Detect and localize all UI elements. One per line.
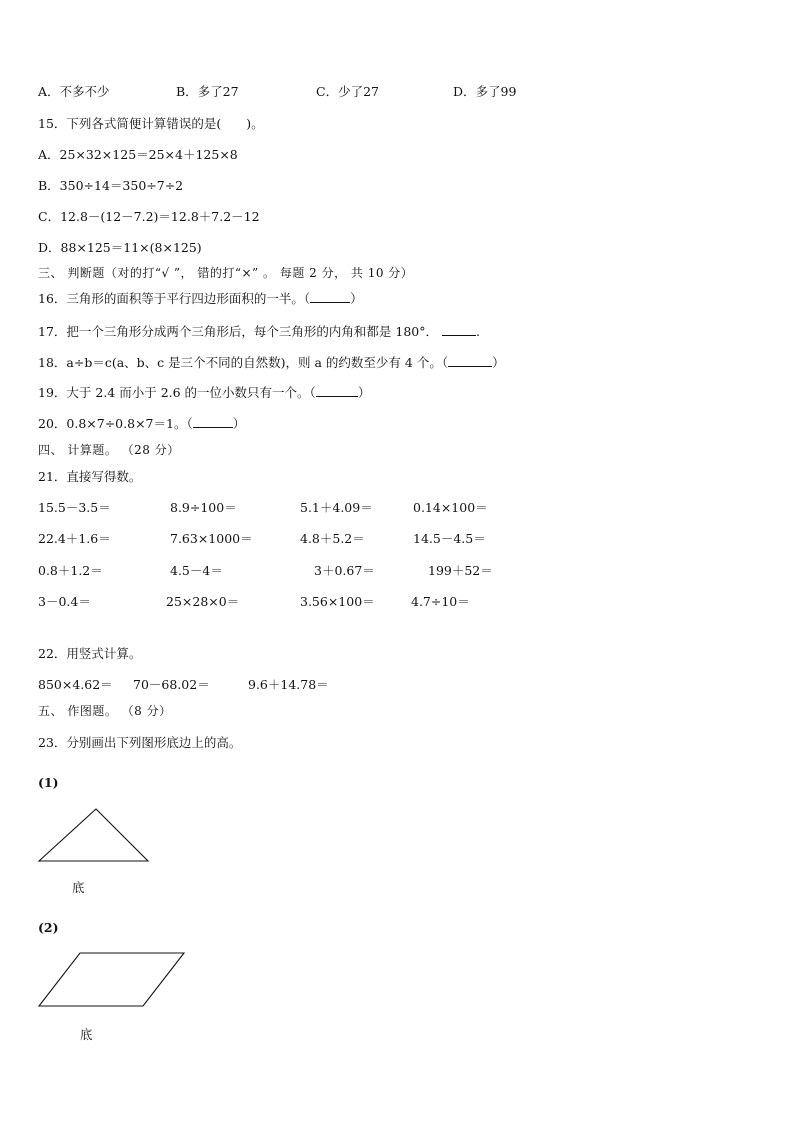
q19-answer-blank[interactable] bbox=[316, 385, 358, 397]
q20-close: ） bbox=[232, 416, 246, 431]
q15-option-d: D．88×125＝11×(8×125) bbox=[38, 240, 202, 255]
section-5-title: 五、 作图题。 （8 分） bbox=[38, 704, 172, 718]
q16-close: ） bbox=[350, 291, 363, 306]
q21-r2-c4: 14.5－4.5＝ bbox=[413, 531, 486, 546]
q21-r2-c1: 22.4＋1.6＝ bbox=[38, 531, 111, 546]
section-4-title: 四、 计算题。 （28 分） bbox=[38, 443, 180, 457]
figure-1-label: (1) bbox=[38, 775, 59, 790]
q17-close: . bbox=[475, 324, 480, 339]
section-3-title: 三、 判断题（对的打“√ ”， 错的打“×” 。 每题 2 分， 共 10 分） bbox=[38, 266, 414, 280]
q19-close: ） bbox=[357, 385, 371, 400]
q21-r4-c4: 4.7÷10＝ bbox=[411, 594, 470, 609]
figure-2-label: (2) bbox=[38, 920, 59, 935]
q16-text: 16．三角形的面积等于平行四边形面积的一半。（ bbox=[38, 291, 311, 306]
q20 bbox=[38, 416, 245, 432]
q21-r3-c4: 199＋52＝ bbox=[428, 563, 493, 578]
q17-text: 17．把一个三角形分成两个三角形后，每个三角形的内角和都是 180°． bbox=[38, 324, 438, 339]
q14-option-a: A．不多不少 bbox=[38, 84, 110, 99]
parallelogram-figure bbox=[36, 950, 188, 1010]
q19 bbox=[38, 385, 370, 401]
q21-r4-c3: 3.56×100＝ bbox=[300, 594, 375, 609]
q22-item-3: 9.6＋14.78＝ bbox=[248, 677, 329, 692]
q15-option-b: B．350÷14＝350÷7÷2 bbox=[38, 178, 184, 193]
q21-r1-c4: 0.14×100＝ bbox=[413, 500, 488, 515]
q14-option-b: B．多了27 bbox=[176, 84, 239, 99]
q21-r4-c2: 25×28×0＝ bbox=[166, 594, 240, 609]
q23-stem: 23．分别画出下列图形底边上的高。 bbox=[38, 735, 242, 750]
q17 bbox=[38, 324, 480, 340]
q22-stem: 22．用竖式计算。 bbox=[38, 646, 142, 661]
q14-option-c: C．少了27 bbox=[316, 84, 379, 99]
q14-option-d: D．多了99 bbox=[453, 84, 517, 99]
q21-stem: 21．直接写得数。 bbox=[38, 469, 142, 484]
figure-1-base-label: 底 bbox=[72, 880, 85, 895]
q21-r3-c2: 4.5－4＝ bbox=[170, 563, 223, 578]
q18-text: 18．a÷b＝c(a、b、c 是三个不同的自然数)，则 a 的约数至少有 4 个。（ bbox=[38, 355, 449, 370]
q21-r2-c3: 4.8＋5.2＝ bbox=[300, 531, 365, 546]
triangle-figure bbox=[36, 805, 152, 865]
q21-r3-c3: 3＋0.67＝ bbox=[314, 563, 375, 578]
q15-option-c: C．12.8－(12－7.2)＝12.8＋7.2－12 bbox=[38, 209, 260, 224]
q16-answer-blank[interactable] bbox=[310, 291, 350, 303]
figure-2-base-label: 底 bbox=[80, 1027, 93, 1042]
q21-r2-c2: 7.63×1000＝ bbox=[170, 531, 253, 546]
q16 bbox=[38, 291, 363, 307]
q22-item-2: 70－68.02＝ bbox=[133, 677, 210, 692]
q21-r1-c1: 15.5－3.5＝ bbox=[38, 500, 111, 515]
q21-r1-c2: 8.9÷100＝ bbox=[170, 500, 237, 515]
q17-answer-blank[interactable] bbox=[442, 324, 476, 336]
q19-text: 19．大于 2.4 而小于 2.6 的一位小数只有一个。（ bbox=[38, 385, 316, 400]
q18-answer-blank[interactable] bbox=[448, 355, 492, 367]
q20-answer-blank[interactable] bbox=[193, 416, 233, 428]
q15-option-a: A．25×32×125＝25×4＋125×8 bbox=[38, 147, 238, 162]
q18-close: ） bbox=[492, 355, 505, 370]
q21-r4-c1: 3－0.4＝ bbox=[38, 594, 91, 609]
q20-text: 20．0.8×7÷0.8×7＝1。（ bbox=[38, 416, 193, 431]
q21-r3-c1: 0.8＋1.2＝ bbox=[38, 563, 103, 578]
q18 bbox=[38, 355, 505, 371]
q21-r1-c3: 5.1＋4.09＝ bbox=[300, 500, 373, 515]
q15-stem: 15．下列各式简便计算错误的是( )。 bbox=[38, 116, 264, 131]
q22-item-1: 850×4.62＝ bbox=[38, 677, 113, 692]
